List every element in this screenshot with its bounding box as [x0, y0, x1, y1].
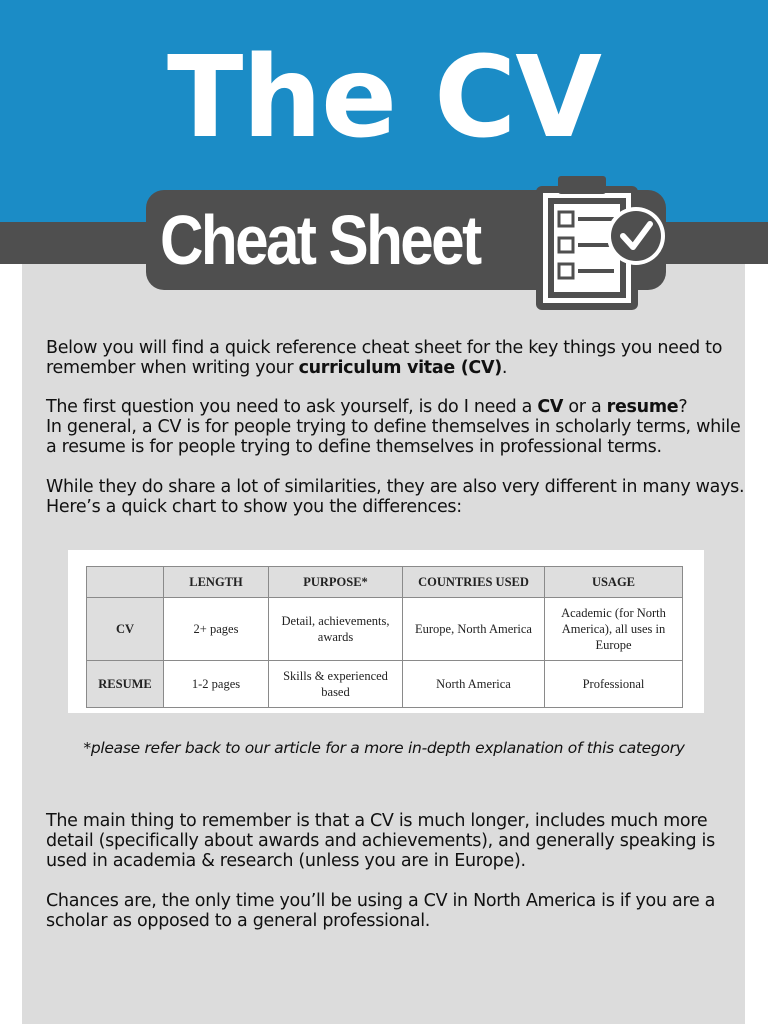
question-text: The first question you need to ask yourself, is do I need a — [46, 397, 538, 417]
question-paragraph — [46, 397, 746, 457]
question-explanation: In general, a CV is for people trying to define themselves in scholarly terms, while a resume is for people trying to define themselves in professional terms. — [46, 417, 741, 457]
similarities-line-2: Here’s a quick chart to show you the differences: — [46, 497, 462, 517]
conclusion-paragraph: Chances are, the only time you’ll be using a CV in North America is if you are a scholar as opposed to a general professional. — [46, 891, 716, 931]
table-row — [87, 598, 683, 661]
intro-bold-term: curriculum vitae (CV) — [298, 358, 502, 378]
comparison-table-card — [68, 550, 704, 713]
table-cell: Professional — [545, 661, 683, 708]
table-header-length: LENGTH — [164, 567, 269, 598]
clipboard-checklist-icon — [528, 172, 668, 312]
table-header-purpose: PURPOSE* — [269, 567, 403, 598]
footnote: *please refer back to our article for a more in-depth explanation of this category — [83, 739, 685, 757]
table-header-row — [87, 567, 683, 598]
comparison-table — [86, 566, 683, 708]
intro-text: Below you will find a quick reference cheat sheet for the key things you need to remember when writing your — [46, 338, 723, 378]
question-cv-term: CV — [537, 397, 564, 417]
row-label-cv: CV — [87, 598, 164, 661]
table-header-countries: COUNTRIES USED — [403, 567, 545, 598]
question-resume-term: resume — [606, 397, 679, 417]
page-subtitle: Cheat Sheet — [160, 201, 480, 279]
table-header-usage: USAGE — [545, 567, 683, 598]
table-cell: 1-2 pages — [164, 661, 269, 708]
table-cell: Europe, North America — [403, 598, 545, 661]
table-cell: 2+ pages — [164, 598, 269, 661]
table-cell: Detail, achievements, awards — [269, 598, 403, 661]
question-or: or a — [563, 397, 607, 417]
similarities-paragraph — [46, 477, 746, 517]
intro-paragraph — [46, 338, 746, 378]
table-cell: Academic (for North America), all uses in Europe — [545, 598, 683, 661]
table-cell: Skills & experienced based — [269, 661, 403, 708]
row-label-resume: RESUME — [87, 661, 164, 708]
question-mark: ? — [678, 397, 688, 417]
table-row — [87, 661, 683, 708]
table-cell: North America — [403, 661, 545, 708]
similarities-line-1: While they do share a lot of similarities, they are also very different in many ways. — [46, 477, 745, 497]
summary-paragraph: The main thing to remember is that a CV is much longer, includes much more detail (specifically about awards and achievements), and generally speaking is used in academia & research (unless you are in Europe). — [46, 811, 715, 871]
intro-end: . — [501, 358, 508, 378]
table-header-corner — [87, 567, 164, 598]
page-title: The CV — [167, 33, 601, 163]
